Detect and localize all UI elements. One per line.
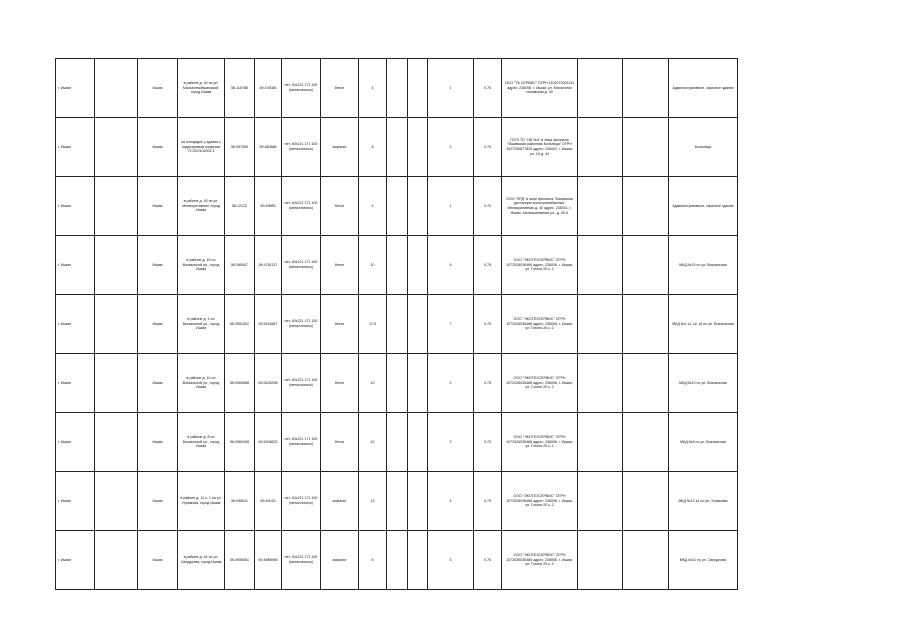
cell-container-count: 2: [428, 118, 474, 177]
cell-container-volume: 0.75: [474, 472, 502, 531]
cell-container-volume: 0.75: [474, 177, 502, 236]
cell-waste-sources: МКД №1 к1, к2, к3 по ул. Вокзальная: [669, 295, 738, 354]
cell-address: в районе д. 15 по Вокзальной ул., город Ишим: [178, 236, 225, 295]
register-table: [55, 58, 738, 590]
cell-container-volume: 0.75: [474, 295, 502, 354]
cell-owner: ООО "ЭКОТЕХСЕРВИС" ОГРН 1072026036466 адрес: 236006, г. Ишим, ул. Гоголя 20 к. 2: [502, 295, 578, 354]
cell-city: Ишим: [138, 531, 178, 590]
cell-empty: [578, 118, 623, 177]
cell-area: 8: [359, 118, 387, 177]
cell-container-count: 3: [428, 531, 474, 590]
cell-longitude: 69.5116887: [255, 295, 282, 354]
table-row: [56, 236, 738, 295]
cell-surface: нет, 40х221 171 100 (металлическ): [282, 236, 321, 295]
cell-empty: [387, 118, 408, 177]
cell-settlement: г. Ишим: [56, 236, 95, 295]
cell-address: в районе д. 40 по ул. Малыгина/Ишимской, город Ишим: [178, 59, 225, 118]
cell-empty: [95, 118, 138, 177]
cell-waste-sources: Административное, офисное здание: [669, 177, 738, 236]
cell-material: бетон: [321, 236, 359, 295]
cell-latitude: 56.0960498: [225, 413, 255, 472]
cell-settlement: г. Ишим: [56, 531, 95, 590]
cell-longitude: 69.480888: [255, 118, 282, 177]
cell-longitude: 69.49865: [255, 177, 282, 236]
cell-empty: [387, 295, 408, 354]
cell-empty: [387, 531, 408, 590]
cell-empty: [408, 413, 428, 472]
cell-empty: [408, 118, 428, 177]
cell-owner: ООО "ЭКОТЕХСЕРВИС" ОГРН 1072026036466 адрес: 236006, г. Ишим, ул. Гоголя 20 к. 2: [502, 531, 578, 590]
cell-container-volume: 0.75: [474, 354, 502, 413]
cell-empty: [387, 236, 408, 295]
cell-empty: [408, 531, 428, 590]
cell-container-count: 1: [428, 59, 474, 118]
cell-address: в районе д. 40 по ул. Мелиоративная, город Ишим: [178, 177, 225, 236]
cell-empty: [623, 531, 669, 590]
cell-waste-sources: МКД №10 по ул. Вокзальная: [669, 354, 738, 413]
cell-empty: [408, 354, 428, 413]
cell-latitude: 56.0951502: [225, 295, 255, 354]
cell-empty: [623, 118, 669, 177]
cell-waste-sources: МКД №12 к1 по ул. Угрюмова: [669, 472, 738, 531]
cell-settlement: г. Ишим: [56, 59, 95, 118]
cell-empty: [387, 177, 408, 236]
cell-owner: ООО "ЭКОТЕХСЕРВИС" ОГРН 1072026036466 адрес: 236006, г. Ишим, ул. Гоголя 20 к. 2: [502, 413, 578, 472]
cell-empty: [578, 531, 623, 590]
cell-settlement: г. Ишим: [56, 413, 95, 472]
cell-owner: ГБУЗ ТО "ОБ №4" в лице филиала "Ишимская районная больница" ОГРН 1027200877825 адрес: 236002, г. Ишим, ул. 19 д. 44: [502, 118, 578, 177]
cell-container-count: 7: [428, 295, 474, 354]
cell-material: бетон: [321, 354, 359, 413]
cell-container-volume: 0.75: [474, 531, 502, 590]
cell-area: 17.5: [359, 295, 387, 354]
cell-container-volume: 0.75: [474, 118, 502, 177]
cell-empty: [408, 472, 428, 531]
cell-city: Ишим: [138, 295, 178, 354]
cell-empty: [578, 236, 623, 295]
cell-city: Ишим: [138, 413, 178, 472]
cell-container-count: 2: [428, 354, 474, 413]
cell-address: в районе д. 1 по Вокзальной ул., город Ишим: [178, 295, 225, 354]
cell-empty: [623, 413, 669, 472]
cell-settlement: г. Ишим: [56, 118, 95, 177]
cell-empty: [408, 236, 428, 295]
cell-city: Ишим: [138, 354, 178, 413]
cell-empty: [623, 59, 669, 118]
cell-city: Ишим: [138, 118, 178, 177]
cell-material: асфальт: [321, 118, 359, 177]
table-row: [56, 118, 738, 177]
cell-latitude: 56.095447: [225, 236, 255, 295]
cell-settlement: г. Ишим: [56, 295, 95, 354]
cell-surface: нет, 40х221 171 100 (металлическ): [282, 413, 321, 472]
cell-empty: [95, 413, 138, 472]
cell-container-volume: 0.75: [474, 413, 502, 472]
cell-area: 10: [359, 413, 387, 472]
cell-material: асфальт: [321, 531, 359, 590]
cell-empty: [387, 472, 408, 531]
cell-longitude: 69.4761117: [255, 236, 282, 295]
cell-empty: [95, 59, 138, 118]
cell-empty: [578, 59, 623, 118]
cell-latitude: 56.110788: [225, 59, 255, 118]
cell-longitude: 69.4988996: [255, 531, 282, 590]
cell-empty: [95, 295, 138, 354]
cell-waste-sources: МКД №41 по ул. Свердлова: [669, 531, 738, 590]
cell-settlement: г. Ишим: [56, 354, 95, 413]
cell-container-volume: 0.75: [474, 59, 502, 118]
cell-empty: [95, 531, 138, 590]
table-row: [56, 472, 738, 531]
cell-material: бетон: [321, 177, 359, 236]
cell-area: 10: [359, 354, 387, 413]
cell-longitude: 69.49015: [255, 472, 282, 531]
cell-owner: ООО "ЭКОТЕХСЕРВИС" ОГРН 1072026036466 адрес: 236006, г. Ишим, ул. Гоголя 20 к. 2: [502, 354, 578, 413]
table-body: [56, 59, 738, 590]
cell-area: 4: [359, 59, 387, 118]
cell-empty: [387, 354, 408, 413]
cell-empty: [95, 236, 138, 295]
cell-waste-sources: Административное, офисное здание: [669, 59, 738, 118]
cell-city: Ишим: [138, 236, 178, 295]
cell-owner: ООО "ЛРД" в лице филиала "Ишимская дистанция электроснабжения" Мелиоративная д. 40 адрес: 236011, г. Ишим, Мелиоративная ул., д. 40 А: [502, 177, 578, 236]
cell-empty: [623, 354, 669, 413]
cell-empty: [578, 472, 623, 531]
table-row: [56, 413, 738, 472]
cell-latitude: 56.12123: [225, 177, 255, 236]
cell-waste-sources: МКД №15 по ул. Вокзальная: [669, 236, 738, 295]
cell-latitude: 56.0960568: [225, 354, 255, 413]
cell-longitude: 69.5108633: [255, 413, 282, 472]
cell-empty: [578, 354, 623, 413]
cell-latitude: 56.095611: [225, 472, 255, 531]
table-row: [56, 177, 738, 236]
cell-material: бетон: [321, 413, 359, 472]
cell-container-volume: 0.75: [474, 236, 502, 295]
cell-address: в районе д. 12 к. 1 по ул. Угрюмова, город Ишим: [178, 472, 225, 531]
cell-settlement: г. Ишим: [56, 177, 95, 236]
table-row: [56, 59, 738, 118]
cell-empty: [578, 177, 623, 236]
cell-owner: ООО "ЭКОТЕХСЕРВИС" ОГРН 1072026036466 адрес: 236006, г. Ишим, ул. Гоголя 20 к. 2: [502, 236, 578, 295]
cell-empty: [408, 59, 428, 118]
cell-material: бетон: [321, 295, 359, 354]
cell-longitude: 69.476085: [255, 59, 282, 118]
cell-empty: [578, 295, 623, 354]
cell-waste-sources: МКД №8 по ул. Вокзальная: [669, 413, 738, 472]
cell-surface: нет, 40х221 171 100 (металлическ): [282, 472, 321, 531]
cell-area: 12: [359, 472, 387, 531]
cell-surface: нет, 40х221 171 100 (металлическ): [282, 295, 321, 354]
cell-address: в районе д. 10 по Вокзальной ул., город Ишим: [178, 354, 225, 413]
cell-waste-sources: Больница: [669, 118, 738, 177]
cell-material: бетон: [321, 59, 359, 118]
cell-area: 4: [359, 177, 387, 236]
cell-latitude: 56.0956061: [225, 531, 255, 590]
cell-empty: [578, 413, 623, 472]
cell-empty: [623, 236, 669, 295]
cell-city: Ишим: [138, 177, 178, 236]
cell-area: 8: [359, 531, 387, 590]
cell-material: асфальт: [321, 472, 359, 531]
cell-address: на площадке у здания с кадастровым номером 72:25:0102002:1: [178, 118, 225, 177]
cell-latitude: 56.097595: [225, 118, 255, 177]
cell-empty: [387, 413, 408, 472]
cell-empty: [95, 354, 138, 413]
cell-settlement: г. Ишим: [56, 472, 95, 531]
cell-empty: [408, 295, 428, 354]
cell-area: 10: [359, 236, 387, 295]
cell-empty: [623, 472, 669, 531]
cell-surface: нет, 40х221 171 100 (металлическ): [282, 177, 321, 236]
table-row: [56, 531, 738, 590]
cell-container-count: 1: [428, 177, 474, 236]
cell-container-count: 6: [428, 236, 474, 295]
cell-city: Ишим: [138, 472, 178, 531]
cell-address: в районе д. 8 по Вокзальной ул., город Ишим: [178, 413, 225, 472]
table-row: [56, 295, 738, 354]
cell-owner: ООО "УК СЕРВИС" ОГРН 1102072001141 адрес: 236006, г. Ишим, ул. Малыгина/Ишимская д. 40: [502, 59, 578, 118]
cell-city: Ишим: [138, 59, 178, 118]
cell-surface: нет, 40х221 171 100 (металлическ): [282, 531, 321, 590]
cell-address: в районе д. 41 по ул. Свердлова, город Ишим: [178, 531, 225, 590]
cell-container-count: 3: [428, 413, 474, 472]
cell-surface: нет, 40х221 171 100 (металлическ): [282, 59, 321, 118]
cell-empty: [408, 177, 428, 236]
cell-empty: [623, 177, 669, 236]
cell-surface: нет, 40х221 171 100 (металлическ): [282, 354, 321, 413]
cell-surface: нет, 40х221 171 100 (металлическ): [282, 118, 321, 177]
cell-empty: [387, 59, 408, 118]
cell-empty: [95, 177, 138, 236]
cell-container-count: 4: [428, 472, 474, 531]
cell-empty: [623, 295, 669, 354]
cell-owner: ООО "ЭКОТЕХСЕРВИС" ОГРН 1072026036466 адрес: 236006, г. Ишим, ул. Гоголя 20 к. 2: [502, 472, 578, 531]
cell-longitude: 69.5105298: [255, 354, 282, 413]
cell-empty: [95, 472, 138, 531]
table-row: [56, 354, 738, 413]
